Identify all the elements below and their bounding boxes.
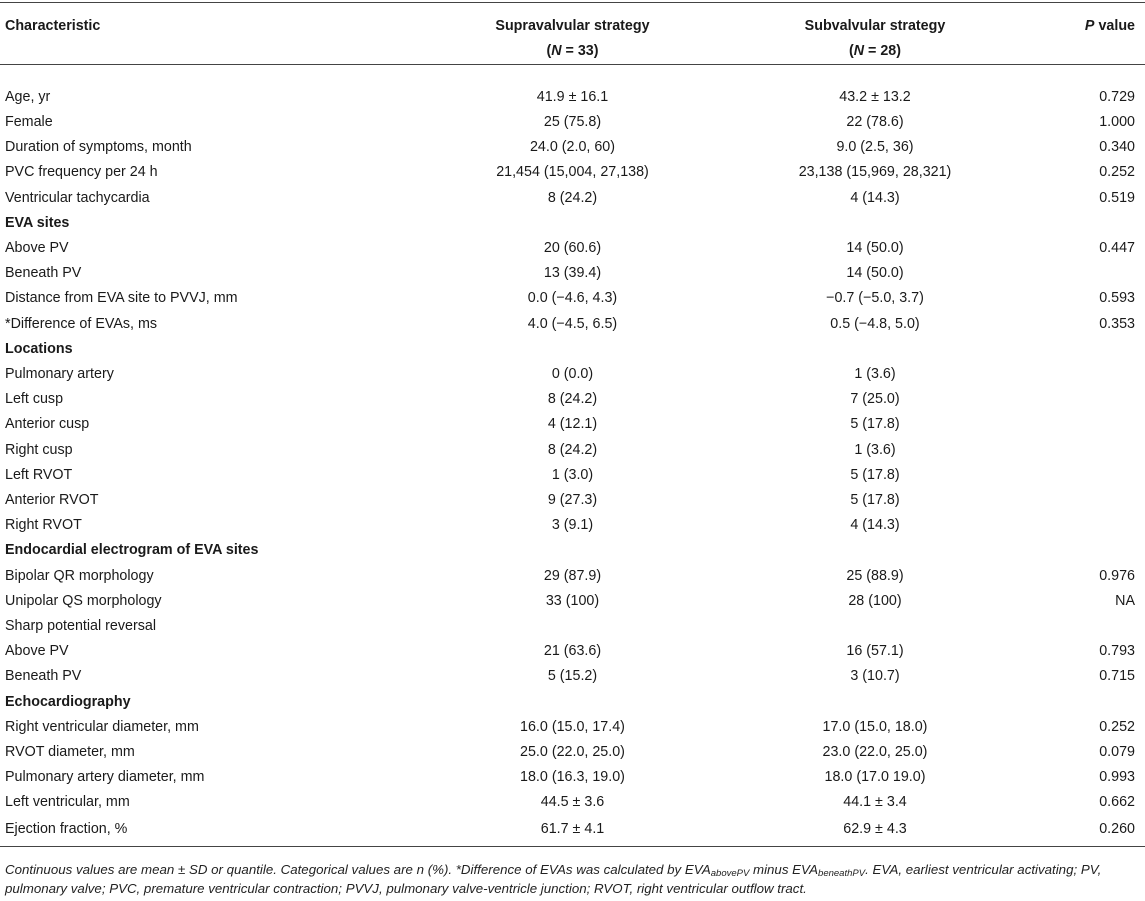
cell-subvalvular <box>725 614 1025 639</box>
cell-subvalvular: 1 (3.6) <box>854 366 896 383</box>
cell-supravalvular: 16.0 (15.0, 17.4) <box>520 718 625 735</box>
cell-subvalvular: 62.9 ± 4.3 <box>725 816 1025 847</box>
cell-subvalvular: 14 (50.0) <box>846 240 904 257</box>
cell-supravalvular: 0.0 (−4.6, 4.3) <box>527 290 618 307</box>
table-row <box>0 488 1145 513</box>
cell-subvalvular: 4 (14.3) <box>850 189 900 206</box>
cell-supravalvular: 41.9 ± 16.1 <box>536 89 609 105</box>
cell-p-value: 0.252 <box>1099 164 1135 181</box>
cell-supravalvular <box>420 614 725 639</box>
cell-p-value <box>1025 261 1145 286</box>
table-body <box>0 65 1145 847</box>
cell-p-value <box>1025 387 1145 412</box>
cell-subvalvular: 1 (3.6) <box>854 441 896 458</box>
row-label: Echocardiography <box>5 693 131 710</box>
row-label: Endocardial electrogram of EVA sites <box>5 542 259 559</box>
cell-supravalvular: 33 (100) <box>545 592 600 609</box>
header-supravalvular <box>420 3 725 65</box>
cell-p-value: 0.662 <box>1099 794 1135 811</box>
cell-p-value: 1.000 <box>1099 114 1135 130</box>
cell-supravalvular <box>420 211 725 236</box>
cell-subvalvular: 22 (78.6) <box>846 114 904 130</box>
row-label: Beneath PV <box>5 668 82 685</box>
row-label: Locations <box>5 340 73 357</box>
header-characteristic: Characteristic <box>0 3 420 65</box>
section-row <box>0 337 1145 362</box>
cell-subvalvular: 23.0 (22.0, 25.0) <box>822 744 928 761</box>
table-row <box>0 110 1145 135</box>
row-label: Bipolar QR morphology <box>5 567 154 584</box>
row-label: Left ventricular, mm <box>5 794 130 811</box>
table-row <box>0 286 1145 311</box>
row-label: Anterior RVOT <box>5 492 99 509</box>
cell-supravalvular <box>420 337 725 362</box>
row-label: Left RVOT <box>5 466 73 483</box>
cell-supravalvular: 13 (39.4) <box>543 265 602 282</box>
table-row <box>0 236 1145 261</box>
table-row <box>0 639 1145 664</box>
cell-supravalvular: 3 (9.1) <box>551 517 594 534</box>
cell-supravalvular: 25.0 (22.0, 25.0) <box>520 744 625 761</box>
cell-subvalvular: −0.7 (−5.0, 3.7) <box>826 290 924 307</box>
table-row <box>0 715 1145 740</box>
table-row <box>0 312 1145 337</box>
cell-subvalvular: 17.0 (15.0, 18.0) <box>822 718 928 735</box>
cell-p-value: 0.079 <box>1099 744 1135 761</box>
cell-subvalvular: 5 (17.8) <box>850 492 900 509</box>
cell-p-value <box>1025 614 1145 639</box>
cell-p-value: 0.729 <box>1099 89 1135 105</box>
cell-subvalvular: 4 (14.3) <box>850 517 900 534</box>
cell-subvalvular <box>725 538 1025 563</box>
table-row <box>0 463 1145 488</box>
cell-p-value: 0.976 <box>1099 567 1135 584</box>
cell-p-value: 0.340 <box>1099 139 1135 156</box>
cell-p-value <box>1025 488 1145 513</box>
cell-supravalvular: 44.5 ± 3.6 <box>540 794 605 811</box>
table-row <box>0 816 1145 847</box>
cell-p-value <box>1025 513 1145 538</box>
table-row <box>0 589 1145 614</box>
table-row <box>0 186 1145 211</box>
table-footnote: Continuous values are mean ± SD or quantile. Categorical values are n (%). *Difference of EVAs was calculated by $EVA_{abovePV}$ minus $EVA_{beneathPV}$. EVA, earliest ventricular activating; PV, pulmonary valve; PVC, premature ventricular contraction; PVVJ, pulmonary valve-ventricle junction; RVOT, right ventricular outflow tract. <box>5 862 1102 896</box>
row-label: Right ventricular diameter, mm <box>5 718 199 735</box>
row-label: Distance from EVA site to PVVJ, mm <box>5 290 238 307</box>
header-subvalvular-n: (N = 28) <box>848 43 902 59</box>
cell-p-value: 0.353 <box>1099 315 1135 332</box>
cell-supravalvular: 9 (27.3) <box>547 492 598 509</box>
table-row <box>0 412 1145 437</box>
row-label: Right cusp <box>5 441 73 458</box>
row-label: Pulmonary artery diameter, mm <box>5 769 205 786</box>
row-label: Sharp potential reversal <box>5 618 156 635</box>
row-label: *Difference of EVAs, ms <box>5 315 158 332</box>
cell-subvalvular: 9.0 (2.5, 36) <box>836 139 914 156</box>
cell-subvalvular: 5 (17.8) <box>850 466 900 483</box>
cell-supravalvular: 18.0 (16.3, 19.0) <box>520 769 625 786</box>
table-row <box>0 261 1145 286</box>
table-row <box>0 362 1145 387</box>
row-label: RVOT diameter, mm <box>5 744 135 761</box>
cell-p-value: 0.715 <box>1099 668 1135 685</box>
cell-subvalvular: 28 (100) <box>848 592 902 609</box>
table-header <box>0 3 1145 65</box>
characteristics-table <box>0 2 1145 847</box>
header-subvalvular-title: Subvalvular strategy <box>804 18 946 34</box>
row-label: Age, yr <box>5 89 51 105</box>
row-label: Unipolar QS morphology <box>5 592 162 609</box>
row-label: PVC frequency per 24 h <box>5 164 158 181</box>
cell-p-value: 0.252 <box>1099 718 1135 735</box>
row-label: EVA sites <box>5 214 70 231</box>
row-label: Left cusp <box>5 391 64 408</box>
cell-supravalvular <box>420 538 725 563</box>
cell-subvalvular <box>725 211 1025 236</box>
cell-supravalvular: 25 (75.8) <box>543 114 602 130</box>
row-label: Right RVOT <box>5 517 82 534</box>
row-label: Anterior cusp <box>5 416 90 433</box>
row-label: Above PV <box>5 643 69 660</box>
section-row <box>0 211 1145 236</box>
table-row <box>0 740 1145 765</box>
table-row <box>0 438 1145 463</box>
section-row <box>0 690 1145 715</box>
table-row <box>0 135 1145 160</box>
section-row <box>0 538 1145 563</box>
table-row <box>0 614 1145 639</box>
row-label: Ventricular tachycardia <box>5 189 150 206</box>
cell-p-value <box>1025 337 1145 362</box>
cell-subvalvular: 5 (17.8) <box>850 416 900 433</box>
cell-p-value <box>1025 412 1145 437</box>
table-row <box>0 790 1145 815</box>
table-row <box>0 564 1145 589</box>
table-row <box>0 387 1145 412</box>
header-supravalvular-n: (N = 33) <box>546 43 599 59</box>
cell-subvalvular: 14 (50.0) <box>846 265 904 282</box>
cell-p-value <box>1025 211 1145 236</box>
cell-p-value: 0.993 <box>1099 769 1135 786</box>
cell-supravalvular: 1 (3.0) <box>551 466 594 483</box>
cell-p-value: 0.593 <box>1099 290 1135 307</box>
cell-subvalvular: 0.5 (−4.8, 5.0) <box>830 315 920 332</box>
row-label: Ejection fraction, % <box>0 816 420 847</box>
cell-subvalvular <box>725 337 1025 362</box>
header-subvalvular <box>725 3 1025 65</box>
cell-p-value: 0.260 <box>1025 816 1145 847</box>
cell-p-value <box>1025 690 1145 715</box>
cell-supravalvular: 0 (0.0) <box>551 366 594 383</box>
cell-p-value: 0.793 <box>1099 643 1135 660</box>
cell-supravalvular: 21 (63.6) <box>543 643 602 660</box>
cell-supravalvular: 29 (87.9) <box>543 567 602 584</box>
cell-supravalvular: 8 (24.2) <box>547 441 598 458</box>
cell-supravalvular: 4 (12.1) <box>547 416 598 433</box>
row-label: Female <box>5 114 53 130</box>
cell-p-value <box>1025 463 1145 488</box>
table-row <box>0 513 1145 538</box>
cell-supravalvular: 24.0 (2.0, 60) <box>529 139 616 156</box>
cell-subvalvular: 23,138 (15,969, 28,321) <box>798 164 952 181</box>
cell-p-value <box>1025 438 1145 463</box>
cell-p-value: 0.519 <box>1099 189 1135 206</box>
cell-subvalvular: 25 (88.9) <box>846 567 904 584</box>
cell-subvalvular: 44.1 ± 3.4 <box>843 794 907 811</box>
cell-p-value: 0.447 <box>1099 240 1135 257</box>
cell-supravalvular: 4.0 (−4.5, 6.5) <box>527 315 618 332</box>
cell-subvalvular: 16 (57.1) <box>846 643 904 660</box>
row-label: Above PV <box>5 240 69 257</box>
cell-supravalvular <box>420 690 725 715</box>
cell-supravalvular: 61.7 ± 4.1 <box>420 816 725 847</box>
cell-subvalvular: 18.0 (17.0 19.0) <box>824 769 926 786</box>
cell-p-value: NA <box>1115 592 1135 609</box>
row-label: Beneath PV <box>5 265 82 282</box>
cell-subvalvular <box>725 690 1025 715</box>
cell-subvalvular: 3 (10.7) <box>850 668 900 685</box>
header-p-value: P value <box>1025 3 1145 65</box>
row-label: Pulmonary artery <box>5 366 114 383</box>
header-supravalvular-title: Supravalvular strategy <box>495 18 650 34</box>
cell-supravalvular: 8 (24.2) <box>547 189 598 206</box>
cell-p-value <box>1025 538 1145 563</box>
cell-supravalvular: 5 (15.2) <box>547 668 598 685</box>
table-row <box>0 664 1145 689</box>
table-row <box>0 160 1145 185</box>
cell-p-value <box>1025 362 1145 387</box>
cell-supravalvular: 8 (24.2) <box>547 391 598 408</box>
table-row <box>0 65 1145 111</box>
cell-subvalvular: 43.2 ± 13.2 <box>839 89 911 105</box>
cell-supravalvular: 20 (60.6) <box>543 240 602 257</box>
table-row <box>0 765 1145 790</box>
cell-supravalvular: 21,454 (15,004, 27,138) <box>496 164 649 181</box>
row-label: Duration of symptoms, month <box>5 139 192 156</box>
cell-subvalvular: 7 (25.0) <box>850 391 900 408</box>
